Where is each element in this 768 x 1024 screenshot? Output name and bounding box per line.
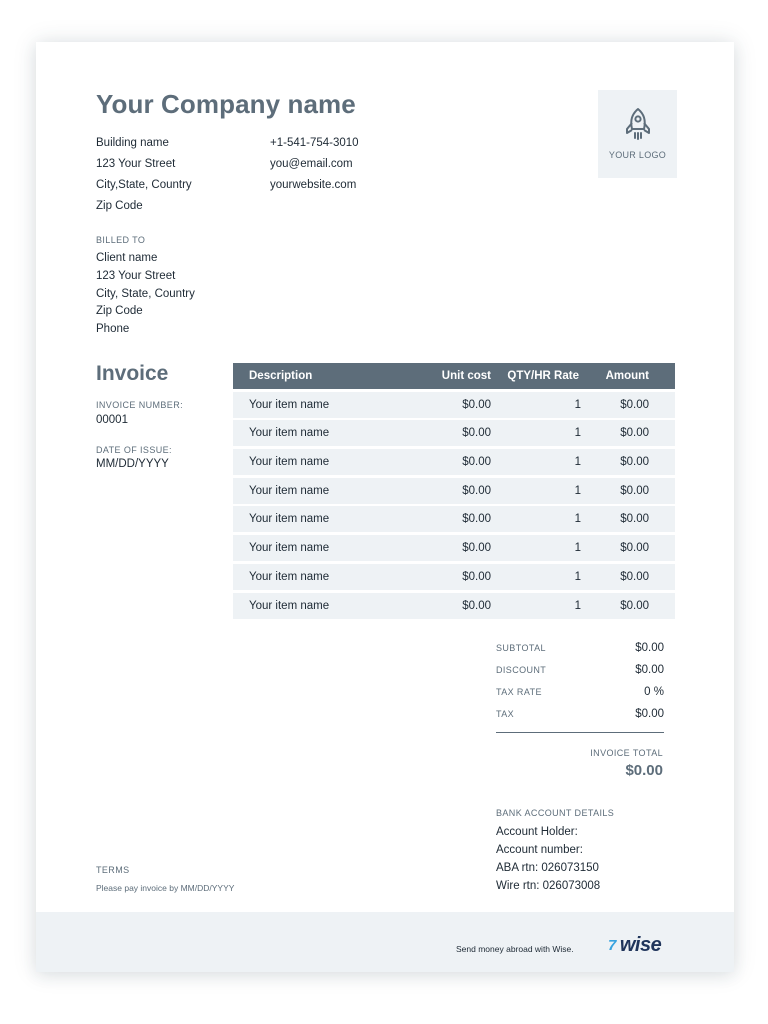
item-amount: $0.00 bbox=[620, 427, 649, 440]
company-address bbox=[96, 133, 192, 217]
table-row bbox=[233, 535, 675, 561]
discount-value: $0.00 bbox=[635, 664, 664, 676]
item-amount: $0.00 bbox=[620, 513, 649, 526]
item-amount: $0.00 bbox=[620, 484, 649, 497]
discount-row bbox=[496, 659, 664, 681]
invoice-total-label: INVOICE TOTAL bbox=[590, 748, 663, 758]
table-row bbox=[233, 593, 675, 619]
address-line: 123 Your Street bbox=[96, 158, 176, 170]
wise-wordmark: wise bbox=[619, 934, 662, 956]
table-row bbox=[233, 506, 675, 532]
tax-value: $0.00 bbox=[635, 708, 664, 720]
logo-text: YOUR LOGO bbox=[608, 150, 667, 160]
email: you@email.com bbox=[270, 158, 353, 170]
item-qty: 1 bbox=[574, 513, 581, 526]
item-qty: 1 bbox=[574, 427, 581, 440]
address-line: City,State, Country bbox=[96, 179, 192, 191]
item-qty: 1 bbox=[574, 570, 581, 583]
line-items-table bbox=[233, 363, 675, 619]
invoice-sheet bbox=[36, 42, 734, 972]
client-street: 123 Your Street bbox=[96, 269, 176, 282]
subtotal-value: $0.00 bbox=[635, 642, 664, 654]
item-unit-cost: $0.00 bbox=[462, 398, 491, 411]
item-qty: 1 bbox=[574, 599, 581, 612]
client-phone: Phone bbox=[96, 323, 130, 336]
tax-label: TAX bbox=[496, 709, 515, 719]
phone: +1-541-754-3010 bbox=[270, 137, 359, 149]
account-holder: Account Holder: bbox=[496, 826, 578, 838]
table-header bbox=[233, 363, 675, 389]
item-description: Your item name bbox=[249, 599, 330, 612]
item-amount: $0.00 bbox=[620, 456, 649, 469]
header-qty: QTY/HR Rate bbox=[507, 370, 579, 382]
totals-block bbox=[496, 637, 664, 725]
item-description: Your item name bbox=[249, 570, 330, 583]
header-amount: Amount bbox=[605, 370, 649, 382]
terms-text: Please pay invoice by MM/DD/YYYY bbox=[96, 883, 235, 893]
totals-divider bbox=[496, 732, 664, 733]
header-unit-cost: Unit cost bbox=[441, 370, 491, 382]
item-description: Your item name bbox=[249, 398, 330, 411]
rocket-icon bbox=[621, 106, 655, 142]
invoice-title: Invoice bbox=[96, 362, 169, 385]
aba-routing: ABA rtn: 026073150 bbox=[496, 862, 599, 874]
item-qty: 1 bbox=[574, 542, 581, 555]
account-number: Account number: bbox=[496, 844, 583, 856]
item-unit-cost: $0.00 bbox=[462, 570, 491, 583]
item-description: Your item name bbox=[249, 427, 330, 440]
website: yourwebsite.com bbox=[270, 179, 357, 191]
item-qty: 1 bbox=[574, 484, 581, 497]
tax-row bbox=[496, 703, 664, 725]
table-row bbox=[233, 392, 675, 418]
tax-rate-row bbox=[496, 681, 664, 703]
item-description: Your item name bbox=[249, 542, 330, 555]
date-of-issue-label: DATE OF ISSUE: bbox=[96, 445, 172, 455]
subtotal-row bbox=[496, 637, 664, 659]
terms-label: TERMS bbox=[96, 865, 130, 875]
logo-placeholder bbox=[598, 90, 677, 178]
tax-rate-label: TAX RATE bbox=[496, 687, 542, 697]
item-unit-cost: $0.00 bbox=[462, 542, 491, 555]
footer bbox=[36, 912, 734, 972]
wise-logo[interactable] bbox=[608, 934, 661, 957]
subtotal-label: SUBTOTAL bbox=[496, 643, 546, 653]
item-unit-cost: $0.00 bbox=[462, 599, 491, 612]
item-amount: $0.00 bbox=[620, 570, 649, 583]
item-unit-cost: $0.00 bbox=[462, 484, 491, 497]
invoice-total-value: $0.00 bbox=[625, 762, 663, 779]
company-name: Your Company name bbox=[96, 89, 356, 119]
wise-flag-icon: 7 bbox=[608, 937, 616, 954]
bank-details-label: BANK ACCOUNT DETAILS bbox=[496, 808, 615, 818]
item-qty: 1 bbox=[574, 456, 581, 469]
billed-to-block bbox=[96, 250, 195, 339]
item-unit-cost: $0.00 bbox=[462, 513, 491, 526]
item-amount: $0.00 bbox=[620, 398, 649, 411]
bank-details bbox=[496, 823, 600, 895]
header-description: Description bbox=[249, 370, 313, 382]
discount-label: DISCOUNT bbox=[496, 665, 547, 675]
table-row bbox=[233, 420, 675, 446]
item-unit-cost: $0.00 bbox=[462, 427, 491, 440]
client-name: Client name bbox=[96, 252, 158, 264]
client-zip: Zip Code bbox=[96, 305, 143, 318]
item-description: Your item name bbox=[249, 456, 330, 469]
client-city: City, State, Country bbox=[96, 287, 195, 300]
item-unit-cost: $0.00 bbox=[462, 456, 491, 469]
item-amount: $0.00 bbox=[620, 599, 649, 612]
table-row bbox=[233, 449, 675, 475]
invoice-number-label: INVOICE NUMBER: bbox=[96, 400, 184, 410]
table-row bbox=[233, 564, 675, 590]
item-description: Your item name bbox=[249, 484, 330, 497]
item-qty: 1 bbox=[574, 398, 581, 411]
date-of-issue: MM/DD/YYYY bbox=[96, 458, 169, 470]
item-amount: $0.00 bbox=[620, 542, 649, 555]
company-contact bbox=[270, 133, 359, 196]
invoice-number: 00001 bbox=[96, 414, 128, 426]
tax-rate-value: 0 % bbox=[644, 686, 664, 698]
billed-to-label: BILLED TO bbox=[96, 235, 146, 245]
address-line: Zip Code bbox=[96, 200, 143, 212]
address-line: Building name bbox=[96, 137, 169, 149]
item-description: Your item name bbox=[249, 513, 330, 526]
footer-tagline: Send money abroad with Wise. bbox=[456, 944, 574, 954]
wire-routing: Wire rtn: 026073008 bbox=[496, 880, 601, 892]
table-row bbox=[233, 478, 675, 504]
